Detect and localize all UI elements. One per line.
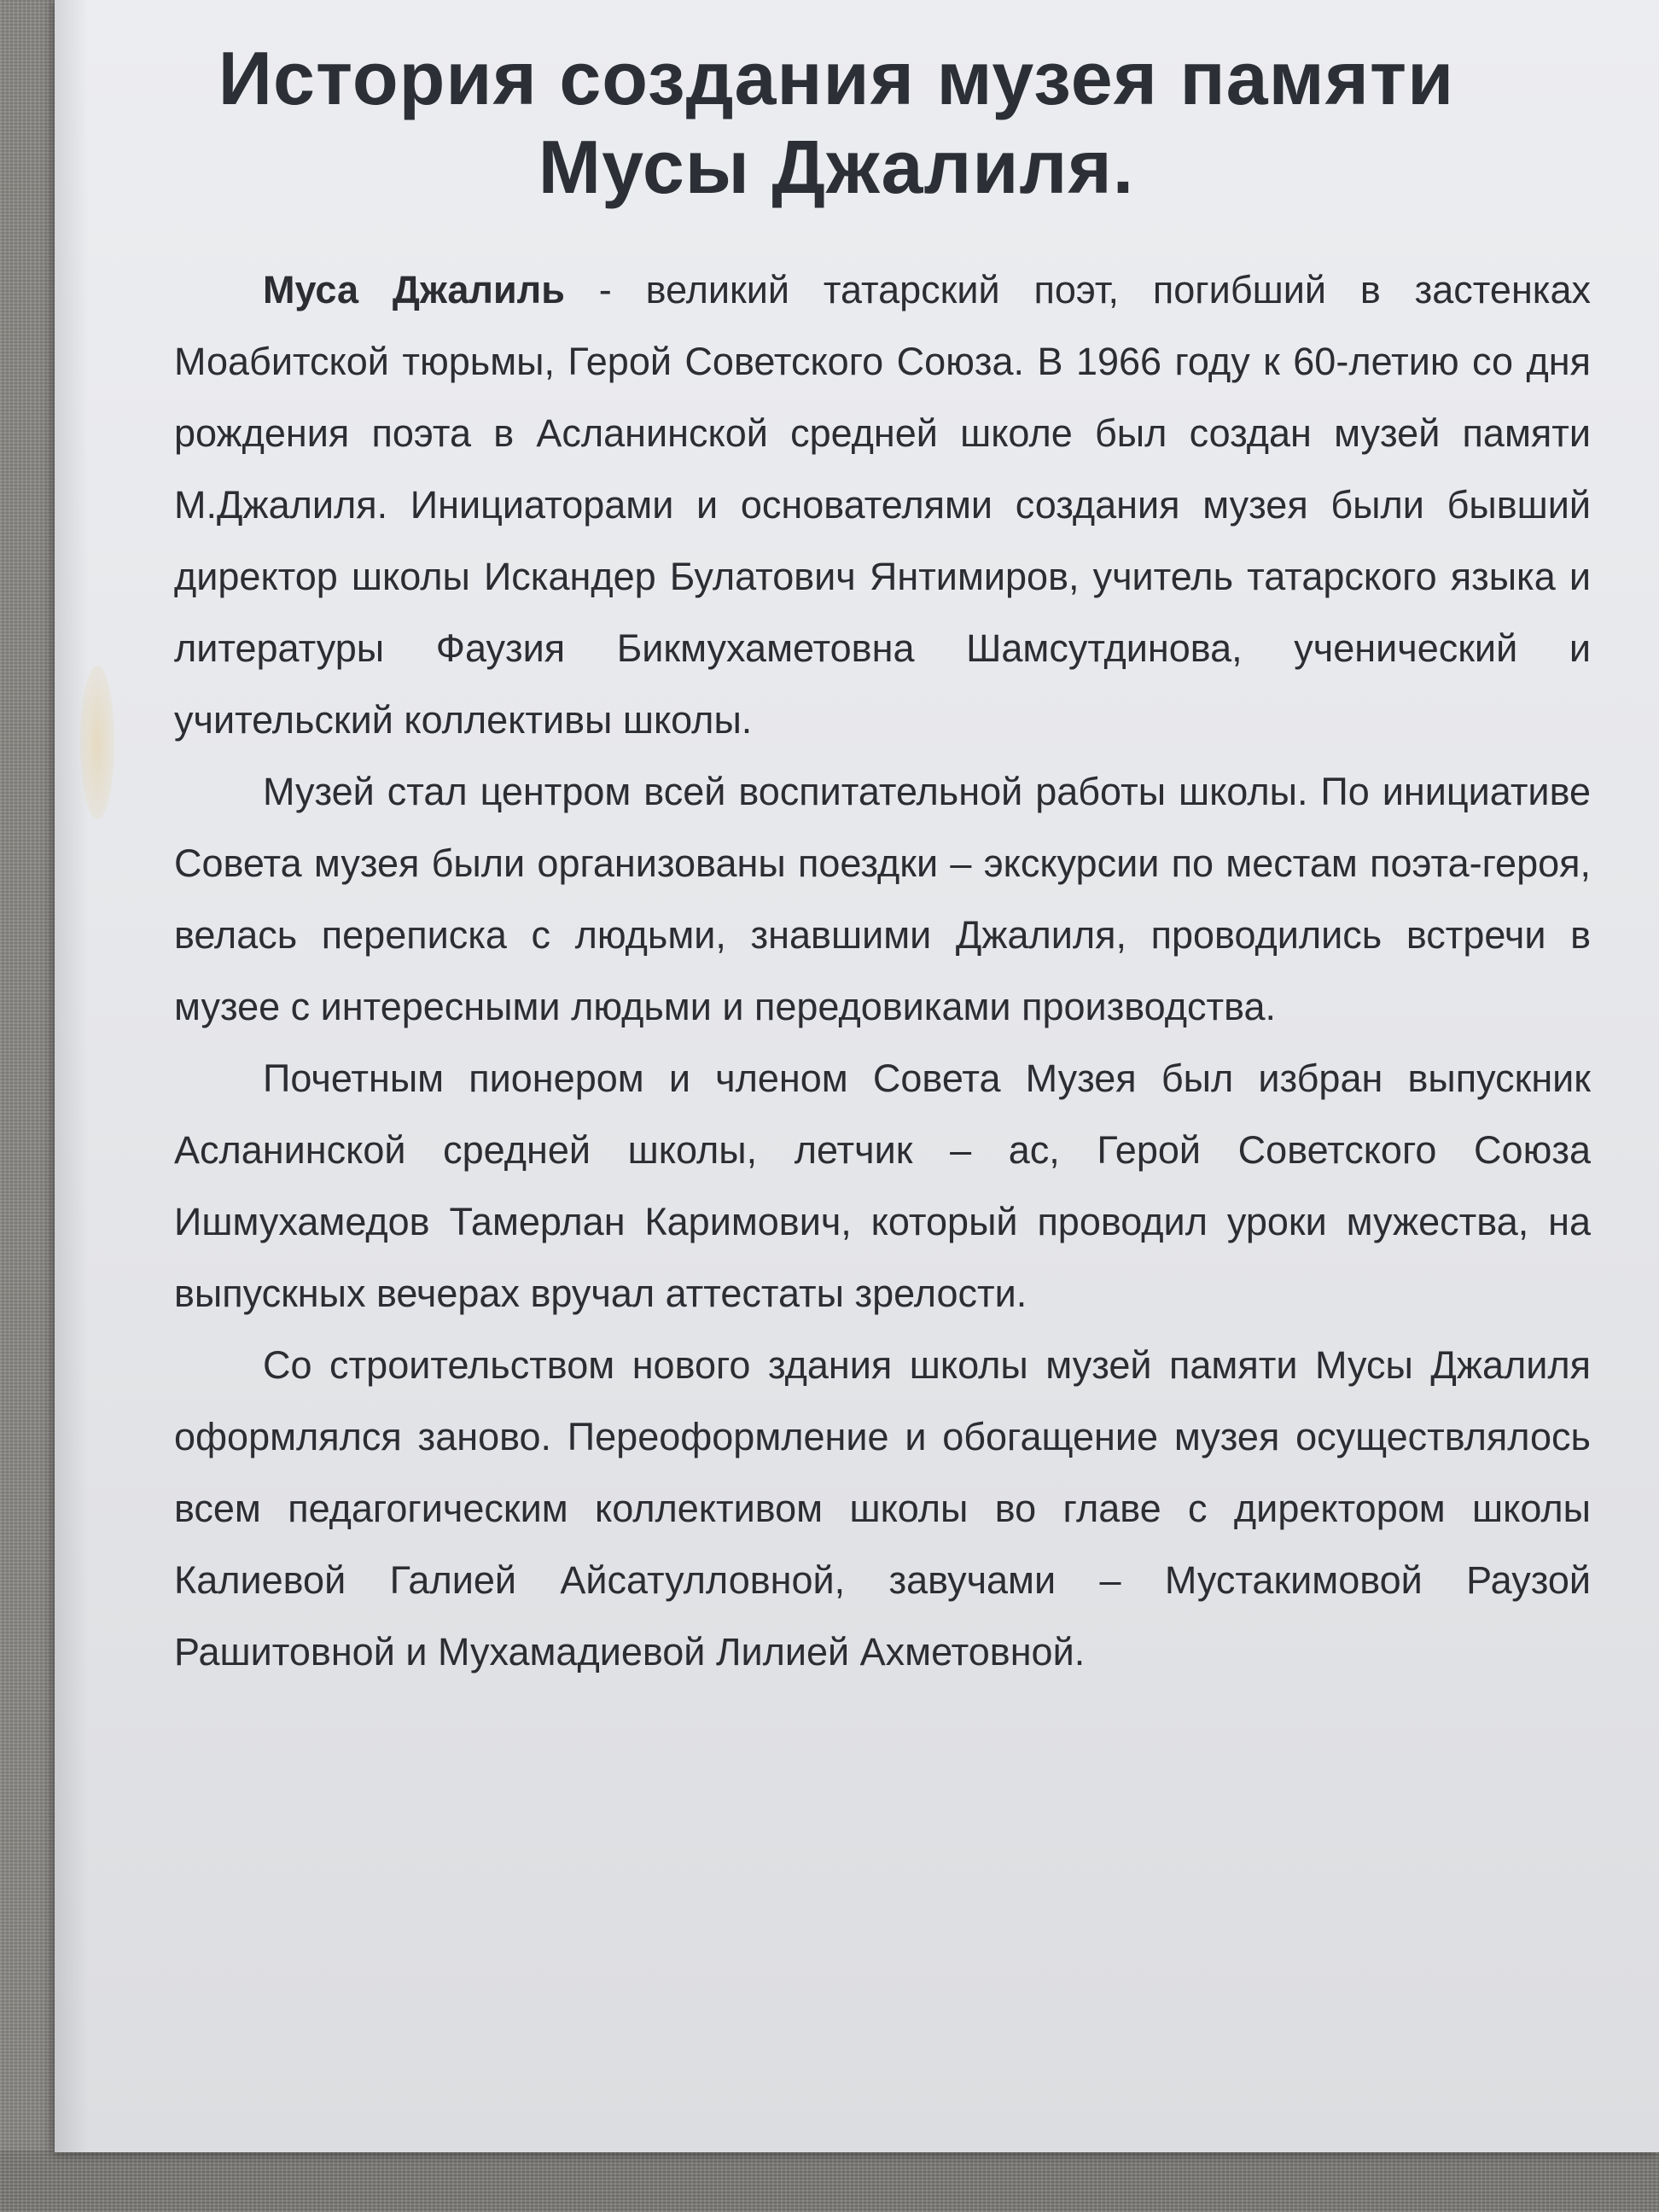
paragraph-3-text: Почетным пионером и членом Совета Музея был избран выпускник Асланинской средней школы, летчик – ас, Герой Советского Союза Ишмухамедов Тамерлан Каримович, который проводил уроки мужества, на выпускных вечерах вручал аттестаты зрелости. <box>174 1057 1591 1315</box>
paragraph-3 <box>174 1043 1591 1330</box>
fabric-backdrop <box>0 2151 1659 2212</box>
paragraph-1-text: - великий татарский поэт, погибший в застенках Моабитской тюрьмы, Герой Советского Союза. В 1966 году к 60-летию со дня рождения поэта в Асланинской средней школе был создан музей памяти М.Джалиля. Инициаторами и основателями создания музея были бывший директор школы Искандер Булатович Янтимиров, учитель татарского языка и литературы Фаузия Бикмухаметовна Шамсутдинова, ученический и учительский коллективы школы. <box>174 268 1591 742</box>
paper-stain <box>80 666 114 819</box>
paragraph-4-text: Со строительством нового здания школы музей памяти Мусы Джалиля оформлялся заново. Переоформление и обогащение музея осуществлялось всем педагогическим коллективом школы во главе с директором школы Калиевой Галией Айсатулловной, завучами – Мустакимовой Раузой Рашитовной и Мухамадиевой Лилией Ахметовной. <box>174 1343 1591 1674</box>
document-title <box>137 34 1536 212</box>
paragraph-1 <box>174 254 1591 756</box>
document-body <box>174 254 1591 1688</box>
title-line-1: История создания музея памяти <box>218 36 1455 120</box>
paragraph-4 <box>174 1330 1591 1688</box>
paragraph-1-lead: Муса Джалиль <box>263 268 565 311</box>
paragraph-2 <box>174 756 1591 1043</box>
paragraph-2-text: Музей стал центром всей воспитательной работы школы. По инициативе Совета музея были организованы поездки – экскурсии по местам поэта-героя, велась переписка с людьми, знавшими Джалиля, проводились встречи в музее с интересными людьми и передовиками производства. <box>174 770 1591 1028</box>
title-line-2: Мусы Джалиля. <box>538 125 1135 209</box>
